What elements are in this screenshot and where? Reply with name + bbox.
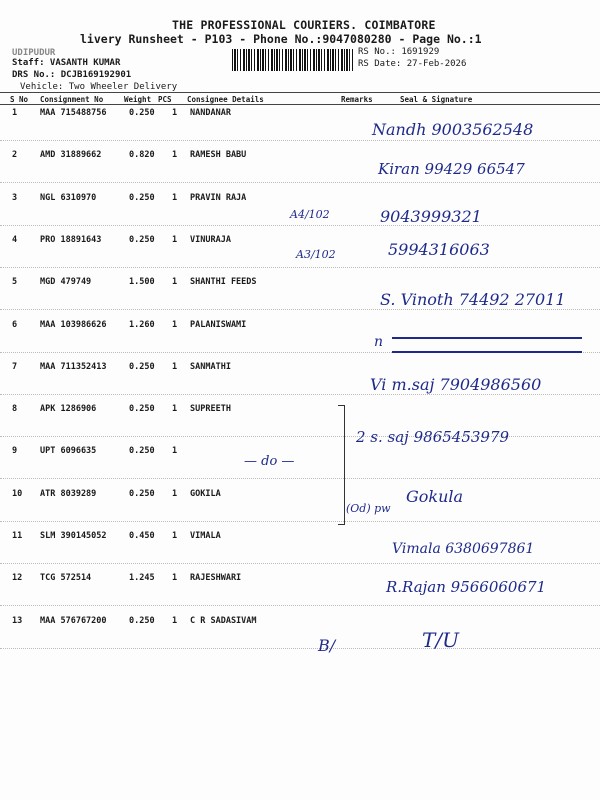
- row-consignee: PALANISWAMI: [190, 319, 247, 330]
- row-pcs: 1: [172, 573, 178, 584]
- signature-row-10: Gokula: [406, 487, 464, 506]
- row-sno: 2: [12, 150, 18, 161]
- row-sno: 7: [12, 361, 18, 372]
- row-weight: 0.250: [129, 446, 155, 457]
- header-divider-top: [0, 92, 600, 93]
- signature-row-1: Nandh 9003562548: [372, 120, 534, 139]
- table-row: [0, 404, 600, 446]
- row-consignee: C R SADASIVAM: [190, 615, 257, 626]
- row-consignment-no: APK 1286906: [40, 404, 97, 415]
- row-sno: 5: [12, 277, 18, 288]
- row-pcs: 1: [172, 277, 178, 288]
- table-row: [0, 489, 600, 531]
- row-consignee: NANDANAR: [190, 108, 231, 118]
- col-consignment: Consignment No: [40, 95, 104, 104]
- col-pcs: PCS: [158, 95, 172, 104]
- row-weight: 0.250: [129, 404, 155, 415]
- row-consignee: PRAVIN RAJA: [190, 192, 247, 203]
- row-pcs: 1: [172, 531, 178, 541]
- row-pcs: 1: [172, 615, 178, 626]
- signature-row-6: n: [374, 334, 384, 350]
- staff-name: Staff: VASANTH KUMAR: [12, 58, 121, 68]
- header-divider-bottom: [0, 104, 600, 105]
- row-consignment-no: AMD 31889662: [40, 150, 102, 161]
- rs-date: RS Date: 27-Feb-2026: [358, 59, 467, 69]
- row-weight: 1.260: [129, 319, 155, 330]
- row-consignment-no: TCG 572514: [40, 573, 92, 584]
- col-sno: S No: [10, 95, 29, 104]
- ditto-row-9: — do —: [244, 454, 295, 469]
- table-row: [0, 616, 600, 658]
- row-sno: 3: [12, 192, 18, 203]
- remarks-bracket: [338, 405, 345, 525]
- row-separator: [0, 478, 600, 479]
- row-consignee: SUPREETH: [190, 404, 231, 415]
- row-consignee: VINURAJA: [190, 234, 231, 245]
- runsheet-title: THE PROFESSIONAL COURIERS. COIMBATORE: [172, 18, 436, 32]
- row-sno: 1: [12, 108, 18, 118]
- row-separator: [0, 648, 600, 649]
- row-sno: 13: [12, 615, 23, 626]
- row-weight: 0.450: [129, 531, 155, 541]
- row-separator: [0, 182, 600, 183]
- row-weight: 0.820: [129, 150, 155, 161]
- signature-row-11: Vimala 6380697861: [392, 541, 535, 557]
- row-consignee: RAMESH BABU: [190, 150, 247, 161]
- row-weight: 0.250: [129, 488, 155, 499]
- remark-row-3: A4/102: [290, 208, 330, 221]
- row-weight: 1.500: [129, 277, 155, 288]
- row-sno: 12: [12, 573, 23, 584]
- row-consignment-no: PRO 18891643: [40, 234, 102, 245]
- remark-row-4: A3/102: [296, 248, 336, 261]
- row-consignee: SANMATHI: [190, 361, 231, 372]
- rs-number: RS No.: 1691929: [358, 47, 440, 57]
- row-separator: [0, 436, 600, 437]
- col-seal: Seal & Signature: [400, 95, 473, 104]
- row-pcs: 1: [172, 319, 178, 330]
- row-sno: 4: [12, 234, 18, 245]
- barcode: [232, 49, 354, 71]
- signature-row-2: Kiran 99429 66547: [378, 160, 525, 178]
- row-consignee: RAJESHWARI: [190, 573, 242, 584]
- signature-row-7: Vi m.saj 7904986560: [370, 375, 542, 394]
- drs-number: DRS No.: DCJB169192901: [12, 70, 132, 80]
- row-pcs: 1: [172, 108, 178, 118]
- row-sno: 8: [12, 404, 18, 415]
- row-pcs: 1: [172, 446, 178, 457]
- col-consignee: Consignee Details: [187, 95, 264, 104]
- row-consignee: GOKILA: [190, 488, 221, 499]
- row-consignment-no: MAA 103986626: [40, 319, 107, 330]
- row-weight: 0.250: [129, 361, 155, 372]
- row-separator: [0, 309, 600, 310]
- row-separator: [0, 267, 600, 268]
- table-row: [0, 446, 600, 488]
- row-consignment-no: MAA 715488756: [40, 108, 107, 118]
- row-pcs: 1: [172, 488, 178, 499]
- row-consignee: SHANTHI FEEDS: [190, 277, 257, 288]
- signature-row-4: 5994316063: [388, 240, 490, 259]
- row-separator: [0, 521, 600, 522]
- row-separator: [0, 140, 600, 141]
- branch-name: UDIPUDUR: [12, 48, 56, 58]
- row-weight: 0.250: [129, 108, 155, 118]
- signature-row-13: T/U: [422, 628, 459, 652]
- row-weight: 1.245: [129, 573, 155, 584]
- row-pcs: 1: [172, 150, 178, 161]
- runsheet-subtitle: livery Runsheet - P103 - Phone No.:9047080280 - Page No.:1: [80, 32, 482, 46]
- row-separator: [0, 225, 600, 226]
- row-separator: [0, 605, 600, 606]
- row-sno: 6: [12, 319, 18, 330]
- row-consignment-no: ATR 8039289: [40, 488, 97, 499]
- row-consignment-no: UPT 6096635: [40, 446, 97, 457]
- row-weight: 0.250: [129, 234, 155, 245]
- row-separator: [0, 563, 600, 564]
- signature-row-3: 9043999321: [380, 207, 482, 226]
- signature-row-12: R.Rajan 9566060671: [386, 578, 547, 596]
- row-pcs: 1: [172, 234, 178, 245]
- struck-signature-row-6: [392, 337, 582, 353]
- row-consignment-no: MGD 479749: [40, 277, 92, 288]
- row-consignment-no: NGL 6310970: [40, 192, 97, 203]
- row-weight: 0.250: [129, 615, 155, 626]
- row-sno: 9: [12, 446, 18, 457]
- row-consignment-no: SLM 390145052: [40, 531, 107, 541]
- row-consignee: VIMALA: [190, 531, 221, 541]
- row-weight: 0.250: [129, 192, 155, 203]
- signature-row-9: 2 s. saj 9865453979: [356, 428, 510, 446]
- remark-row-13: B/: [318, 636, 336, 655]
- signature-row-5: S. Vinoth 74492 27011: [380, 290, 566, 309]
- col-remarks: Remarks: [341, 95, 373, 104]
- row-pcs: 1: [172, 404, 178, 415]
- row-consignment-no: MAA 711352413: [40, 361, 107, 372]
- row-sno: 10: [12, 488, 23, 499]
- row-pcs: 1: [172, 192, 178, 203]
- row-pcs: 1: [172, 361, 178, 372]
- row-sno: 11: [12, 531, 23, 541]
- col-weight: Weight: [124, 95, 152, 104]
- row-consignment-no: MAA 576767200: [40, 615, 107, 626]
- vehicle-type: Vehicle: Two Wheeler Delivery: [20, 82, 178, 92]
- remark-row-10: (Od) pw: [346, 502, 391, 515]
